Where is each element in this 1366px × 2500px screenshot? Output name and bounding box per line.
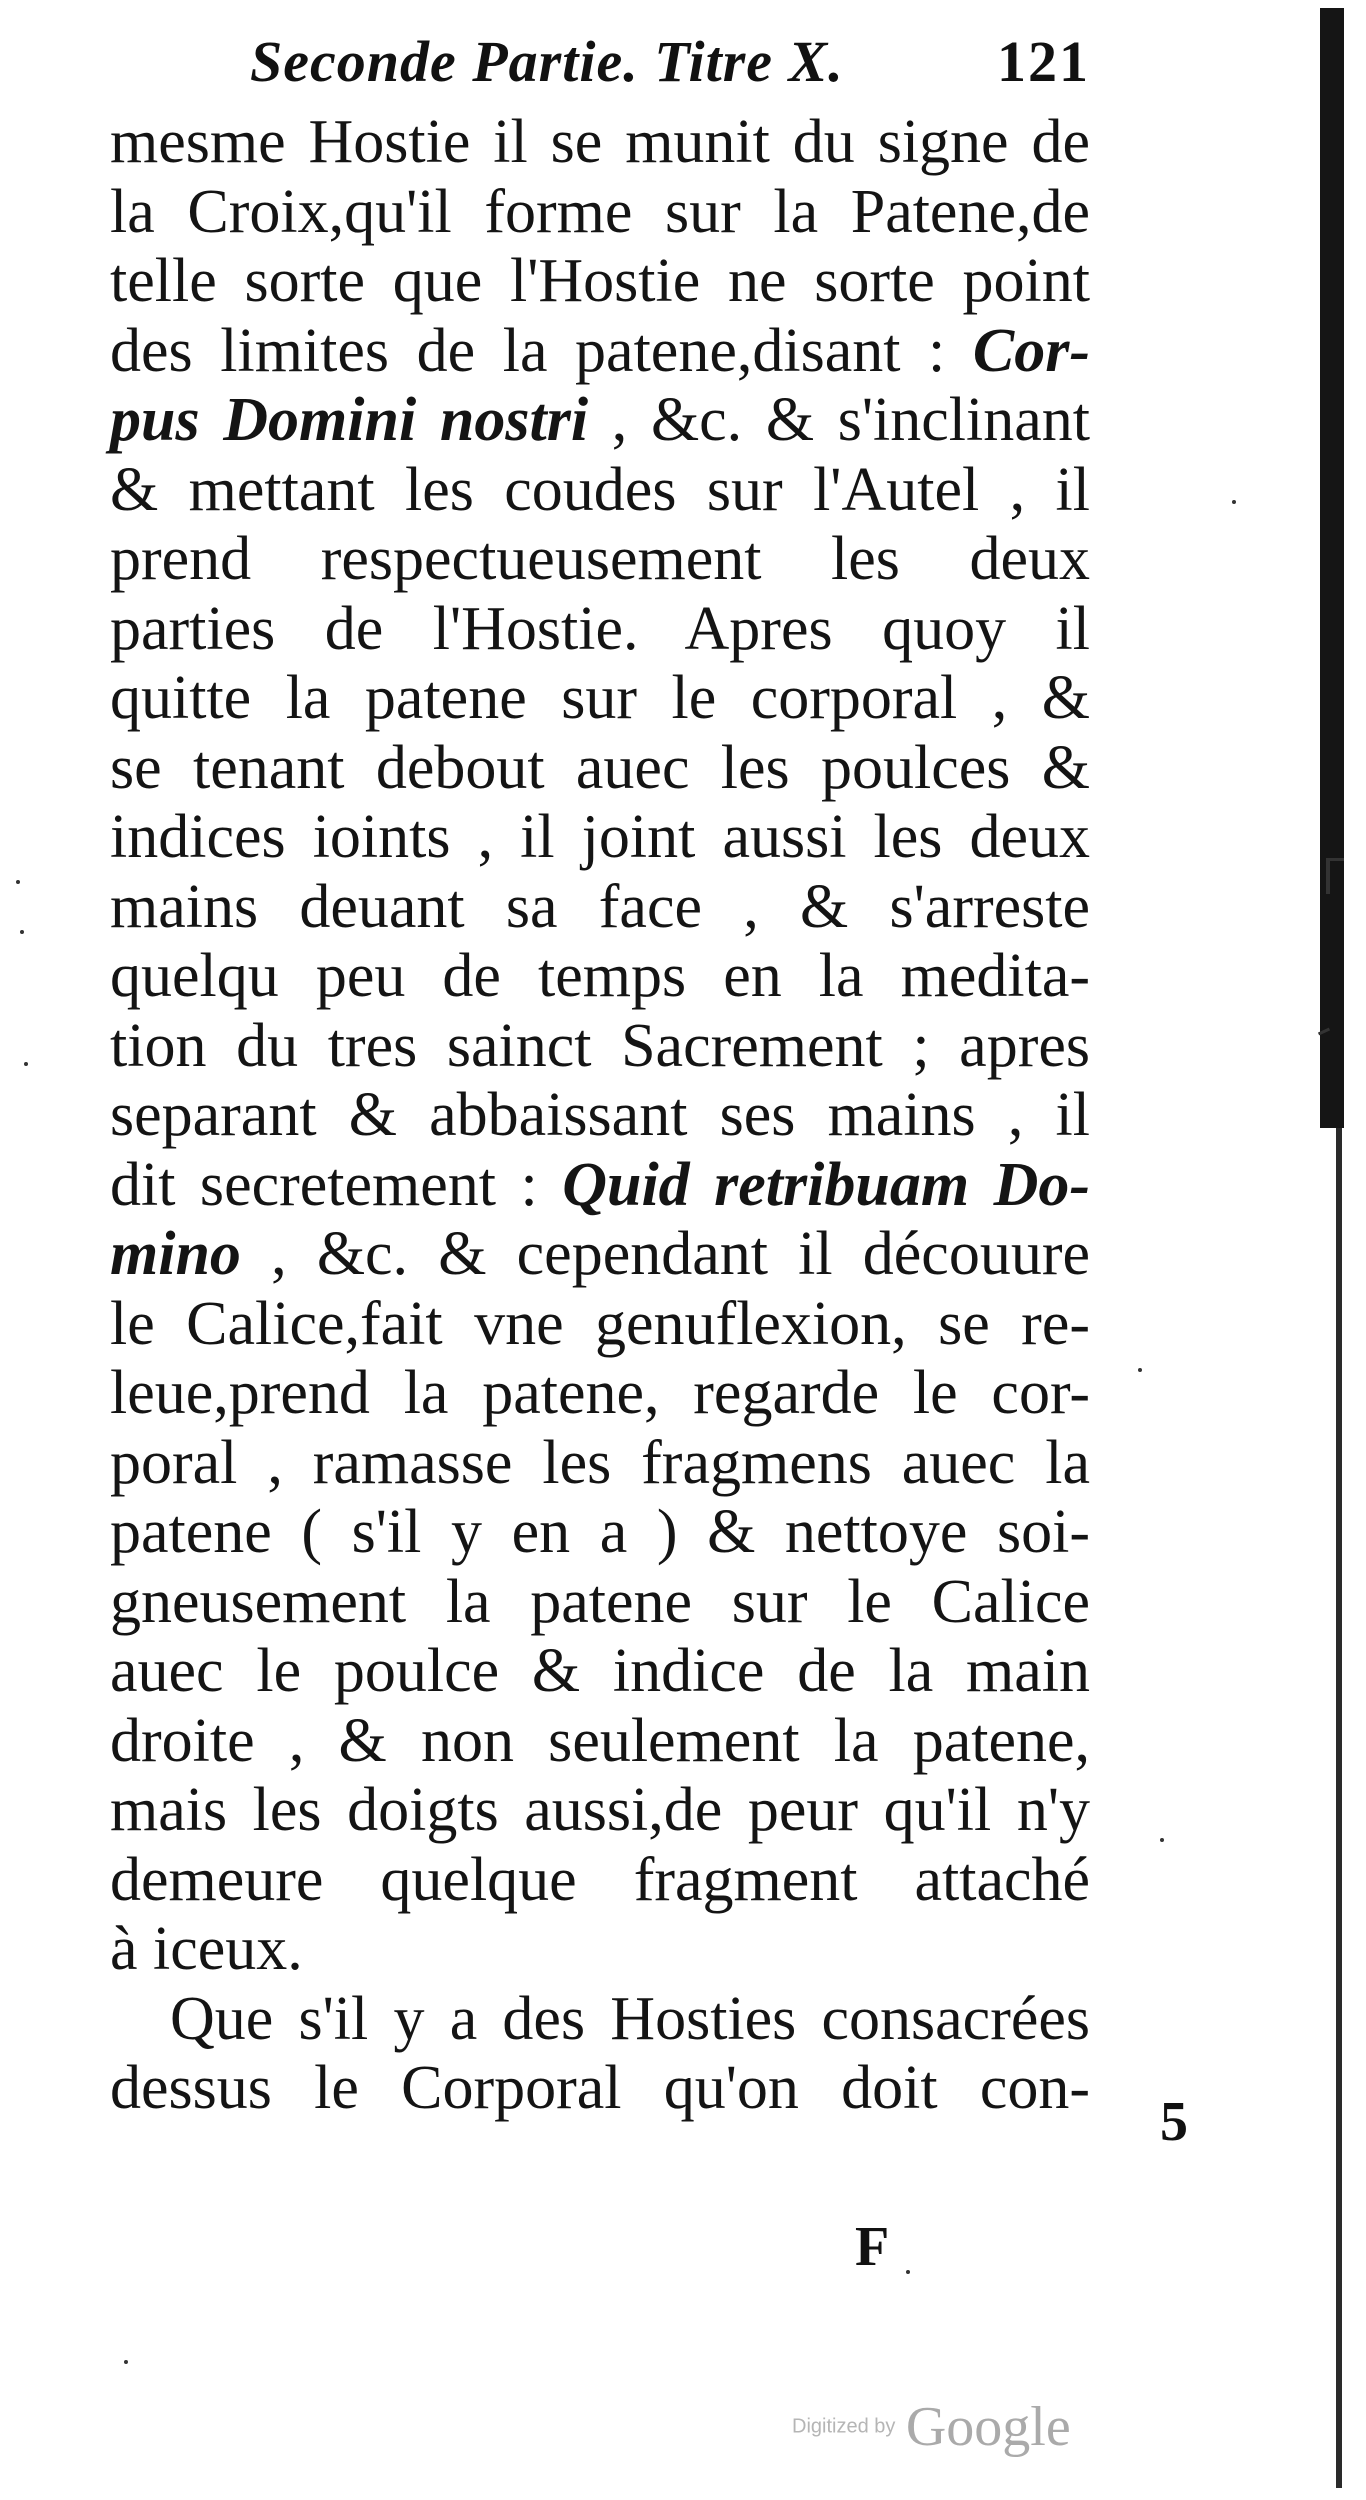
text-line: patene ( s'il y en a ) & nettoye soi- <box>110 1498 1090 1566</box>
page-speck <box>1160 1838 1164 1842</box>
text-line: Que s'il y a des Hosties consacrées <box>170 1984 1090 2053</box>
watermark <box>792 2395 1071 2458</box>
text-line: separant & abbaissant ses mains , il <box>110 1081 1090 1149</box>
watermark-prefix: Digitized by <box>792 2415 896 2438</box>
latin-phrase: mino <box>110 1220 241 1288</box>
latin-phrase: Quid retribuam Do- <box>562 1150 1090 1219</box>
running-head <box>250 28 1090 108</box>
body-text <box>110 108 1090 2124</box>
text-line: poral , ramasse les fragmens auec la <box>110 1428 1090 1497</box>
page-speck <box>1232 500 1236 504</box>
page-speck <box>20 930 24 934</box>
text-line: telle sorte que l'Hostie ne sorte point <box>110 247 1090 315</box>
latin-phrase: pus Domini nostri <box>110 386 589 454</box>
page-speck <box>1138 1368 1142 1372</box>
gutter-edge <box>1336 1128 1342 2488</box>
text-line: tion du tres sainct Sacrement ; apres <box>110 1011 1090 1080</box>
text-line: quelqu peu de temps en la medita- <box>110 942 1090 1010</box>
text-line: leue,prend la patene, regarde le cor- <box>110 1359 1090 1427</box>
text-line: prend respectueusement les deux <box>110 525 1090 593</box>
text-line: à iceux. <box>110 1915 303 1983</box>
page-speck <box>124 2360 128 2364</box>
text-line: indices ioints , il joint aussi les deux <box>110 803 1090 871</box>
text-line: parties de l'Hostie. Apres quoy il <box>110 594 1090 663</box>
catchword: F <box>855 2216 890 2278</box>
text-line: gneusement la patene sur le Calice <box>110 1567 1090 1636</box>
google-logo: Google <box>905 2396 1071 2458</box>
text-line: auec le poulce & indice de la main <box>110 1637 1090 1705</box>
text-line: mais les doigts aussi,de peur qu'il n'y <box>110 1776 1090 1844</box>
margin-mark: 5 <box>1160 2091 1188 2153</box>
running-head-title: Seconde Partie. Titre X. <box>250 29 844 94</box>
text-line: & mettant les coudes sur l'Autel , il <box>110 455 1090 524</box>
text-line: demeure quelque fragment attaché <box>110 1845 1090 1914</box>
page-number: 121 <box>997 29 1090 94</box>
latin-phrase: Cor- <box>972 316 1090 385</box>
text-line: se tenant debout auec les poulces & <box>110 733 1090 802</box>
text-line: quitte la patene sur le corporal , & <box>110 664 1090 732</box>
page-mark <box>1326 858 1330 894</box>
page-speck <box>24 1062 28 1066</box>
page-speck <box>16 880 20 884</box>
text-line: droite , & non seulement la patene, <box>110 1706 1090 1775</box>
text-line: la Croix,qu'il forme sur la Patene,de <box>110 177 1090 246</box>
page-speck <box>906 2270 910 2274</box>
text-line: dit secretement : Quid retribuam Do- <box>110 1150 1090 1219</box>
text-line: pus Domini nostri , &c. & s'inclinant <box>110 386 1090 454</box>
gutter-shadow <box>1320 8 1344 1128</box>
text-line: mesme Hostie il se munit du signe de <box>110 108 1090 176</box>
text-line: dessus le Corporal qu'on doit con- <box>110 2054 1090 2122</box>
text-line: des limites de la patene,disant : Cor- <box>110 316 1090 385</box>
page-mark <box>1326 858 1344 861</box>
text-line: mino , &c. & cependant il découure <box>110 1220 1090 1288</box>
text-line: mains deuant sa face , & s'arreste <box>110 872 1090 941</box>
text-line: le Calice,fait vne genuflexion, se re- <box>110 1289 1090 1358</box>
